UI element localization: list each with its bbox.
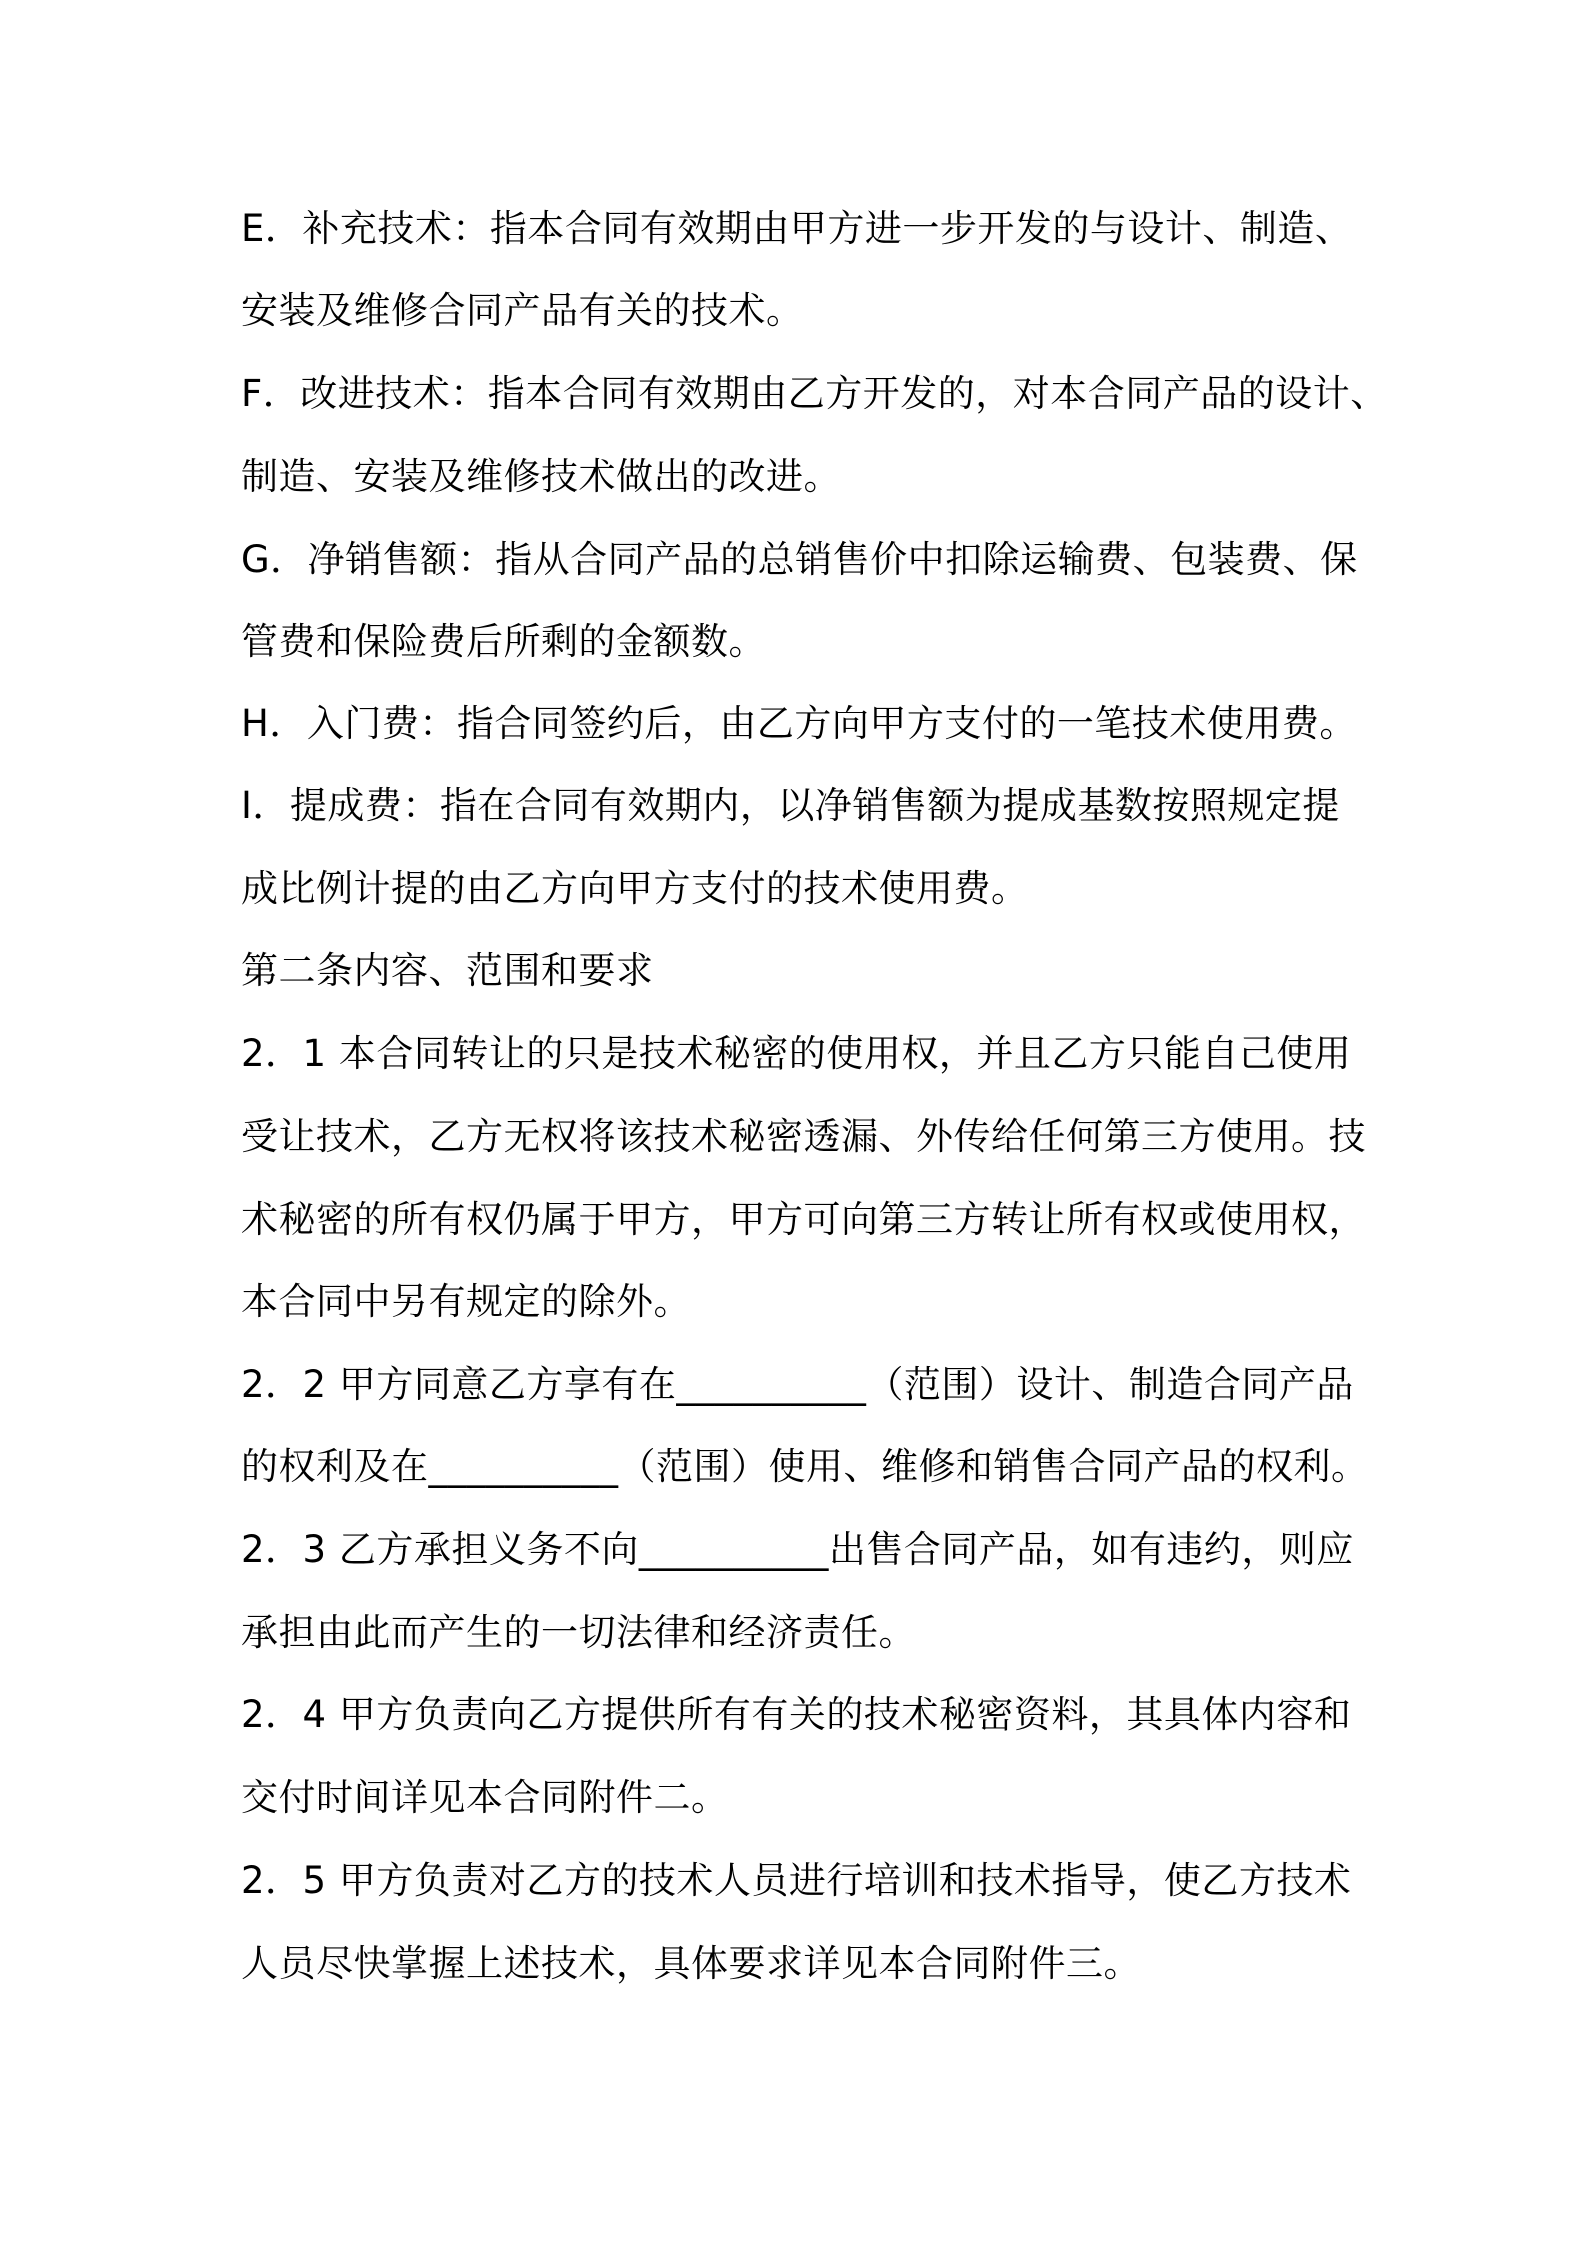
text-line: 安装及维修合同产品有关的技术。 (241, 289, 804, 332)
text-line: 的权利及在__________（范围）使用、维修和销售合同产品的权利。 (241, 1445, 1369, 1488)
text-line: G．净销售额：指从合同产品的总销售价中扣除运输费、包装费、保 (241, 538, 1358, 581)
text-line: 2．2 甲方同意乙方享有在__________（范围）设计、制造合同产品 (241, 1363, 1354, 1406)
text-line: 2．1 本合同转让的只是技术秘密的使用权，并且乙方只能自己使用 (241, 1032, 1352, 1075)
text-line: 管费和保险费后所剩的金额数。 (241, 620, 766, 663)
text-line: 术秘密的所有权仍属于甲方，甲方可向第三方转让所有权或使用权， (241, 1198, 1366, 1241)
text-line: 制造、安装及维修技术做出的改进。 (241, 455, 841, 498)
text-line: I．提成费：指在合同有效期内，以净销售额为提成基数按照规定提 (241, 784, 1340, 827)
text-line: 人员尽快掌握上述技术，具体要求详见本合同附件三。 (241, 1942, 1141, 1985)
text-line: 交付时间详见本合同附件二。 (241, 1776, 729, 1819)
text-line: 2．5 甲方负责对乙方的技术人员进行培训和技术指导，使乙方技术 (241, 1859, 1352, 1902)
text-line: 2．3 乙方承担义务不向__________出售合同产品，如有违约，则应 (241, 1528, 1354, 1571)
text-line: F．改进技术：指本合同有效期由乙方开发的，对本合同产品的设计、 (241, 372, 1388, 415)
text-line: 承担由此而产生的一切法律和经济责任。 (241, 1611, 916, 1654)
text-line: H．入门费：指合同签约后，由乙方向甲方支付的一笔技术使用费。 (241, 702, 1357, 745)
text-line: 2．4 甲方负责向乙方提供所有有关的技术秘密资料，其具体内容和 (241, 1693, 1352, 1736)
section-heading: 第二条内容、范围和要求 (241, 949, 654, 992)
text-line: 本合同中另有规定的除外。 (241, 1280, 691, 1323)
text-line: E．补充技术：指本合同有效期由甲方进一步开发的与设计、制造、 (241, 207, 1353, 250)
text-line: 成比例计提的由乙方向甲方支付的技术使用费。 (241, 867, 1029, 910)
text-line: 受让技术，乙方无权将该技术秘密透漏、外传给任何第三方使用。技 (241, 1115, 1366, 1158)
